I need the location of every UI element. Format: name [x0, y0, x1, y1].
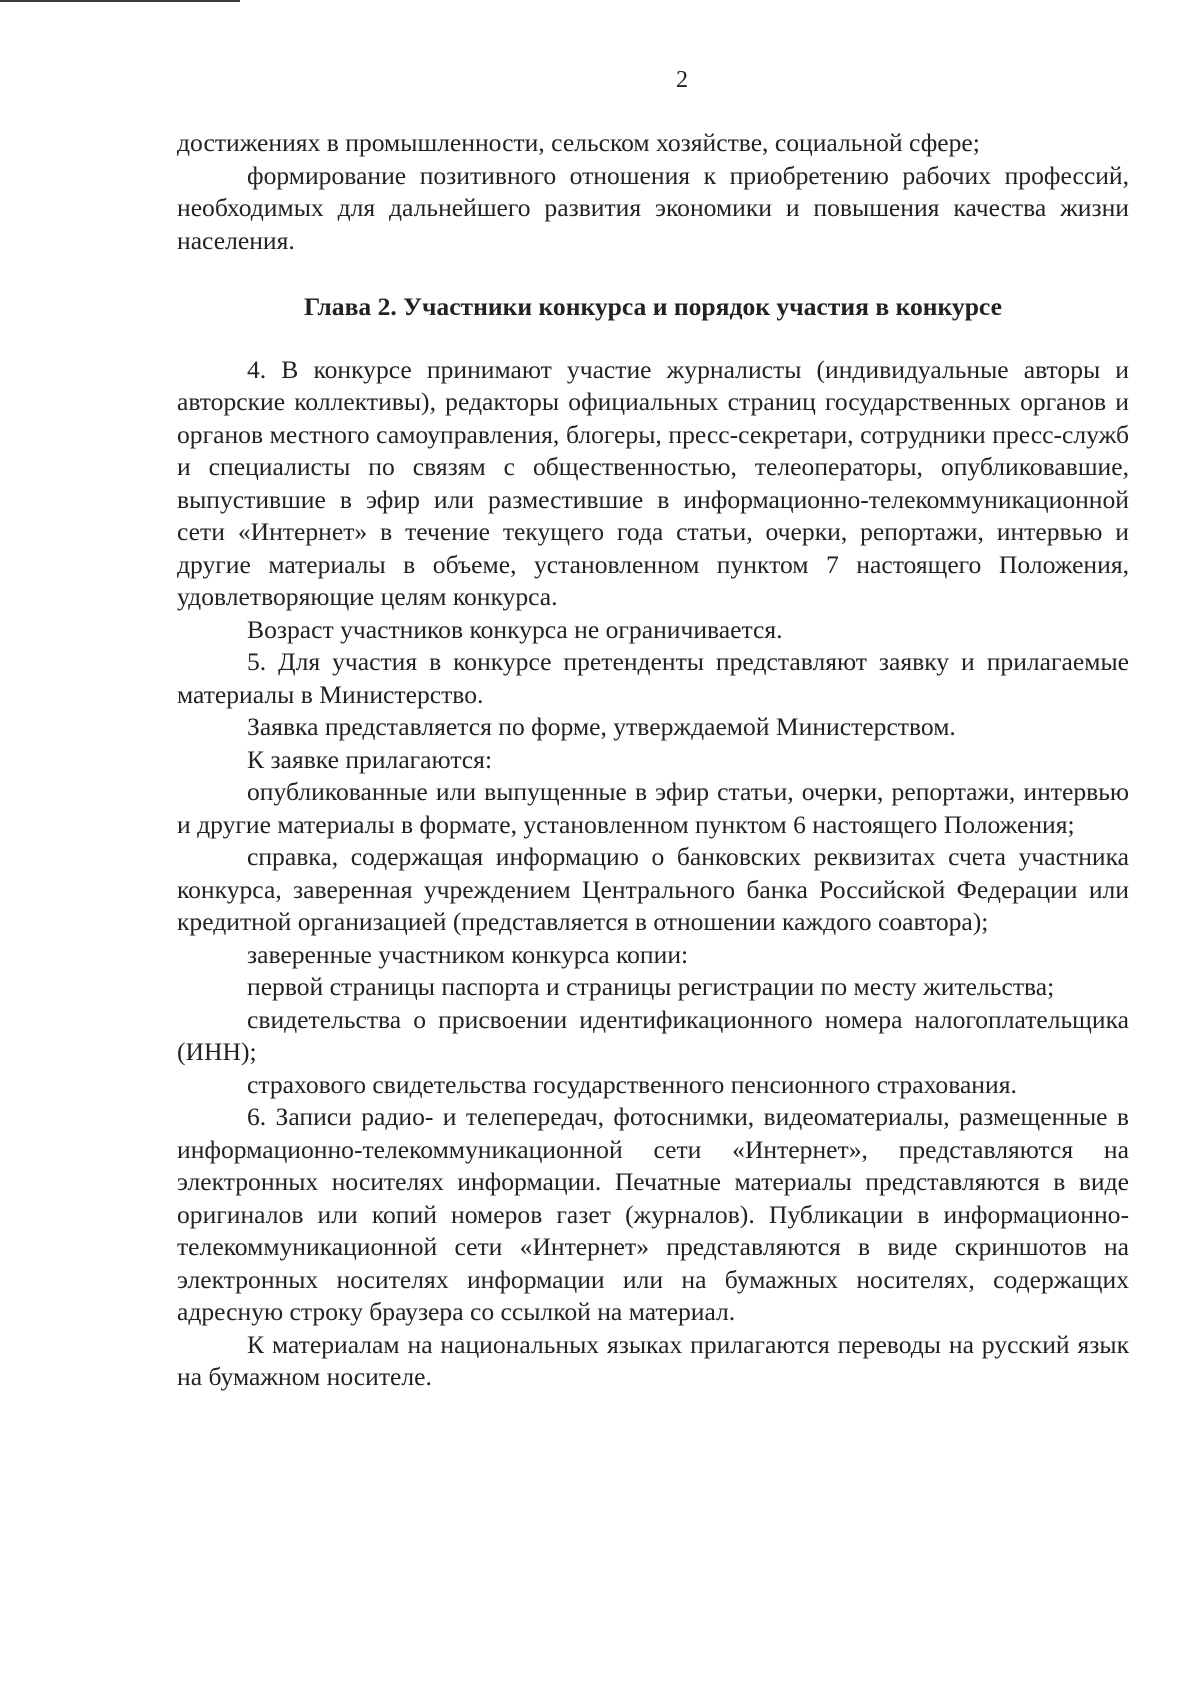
paragraph-pension: страхового свидетельства государственного пенсионного страхования. — [247, 1069, 1017, 1099]
paragraph-bank-certificate: справка, содержащая информацию о банковских реквизитах счета участника конкурса, заверенная учреждением Центрального банка Российской Федерации или кредитной организацией (представляется в отношении каждого соавтора); — [177, 842, 1129, 936]
paragraph-age: Возраст участников конкурса не ограничивается. — [247, 614, 783, 644]
paragraph-2: формирование позитивного отношения к приобретению рабочих профессий, необходимых для дальнейшего развития экономики и повышения качества жизни населения. — [177, 160, 1129, 255]
paragraph-clause-6: 6. Записи радио- и телепередач, фотоснимки, видеоматериалы, размещенные в информационно-телекоммуникационной сети «Интернет», представляются на электронных носителях информации. Печатные материалы представляются в виде оригиналов или копий номеров газет (журналов). Публикации в информационно-телекоммуникационной сети «Интернет» представляются в виде скриншотов на электронных носителях информации или на бумажных носителях, содержащих адресную строку браузера со ссылкой на материал. — [177, 1102, 1129, 1326]
document-body — [177, 127, 1129, 1394]
paragraph-translations: К материалам на национальных языках прилагаются переводы на русский язык на бумажном носителе. — [177, 1329, 1129, 1391]
paragraph-published-materials: опубликованные или выпущенные в эфир статьи, очерки, репортажи, интервью и другие материалы в формате, установленном пунктом 6 настоящего Положения; — [177, 777, 1129, 839]
page-number: 2 — [676, 67, 688, 93]
paragraph-clause-5: 5. Для участия в конкурсе претенденты представляют заявку и прилагаемые материалы в Министерство. — [177, 647, 1129, 709]
paragraph-inn: свидетельства о присвоении идентификационного номера налогоплательщика (ИНН); — [177, 1004, 1129, 1066]
paragraph-passport: первой страницы паспорта и страницы регистрации по месту жительства; — [247, 972, 1055, 1001]
paragraph-attachments-intro: К заявке прилагаются: — [247, 744, 493, 774]
paragraph-certified-copies: заверенные участником конкурса копии: — [247, 939, 689, 969]
chapter-heading: Глава 2. Участники конкурса и порядок участия в конкурсе — [304, 292, 1002, 321]
paragraph-clause-4: 4. В конкурсе принимают участие журналисты (индивидуальные авторы и авторские коллективы), редакторы официальных страниц государственных органов и органов местного самоуправления, блогеры, пресс-секретари, сотрудники пресс-служб и специалисты по связям с общественностью, телеоператоры, опубликовавшие, выпустившие в эфир или разместившие в информационно-телекоммуникационной сети «Интернет» в течение текущего года статьи, очерки, репортажи, интервью и другие материалы в объеме, установленном пунктом 7 настоящего Положения, удовлетворяющие целям конкурса. — [177, 354, 1129, 611]
scan-edge-line — [0, 0, 240, 2]
paragraph-1: достижениях в промышленности, сельском хозяйстве, социальной сфере; — [177, 128, 980, 157]
paragraph-application-form: Заявка представляется по форме, утверждаемой Министерством. — [247, 712, 956, 741]
